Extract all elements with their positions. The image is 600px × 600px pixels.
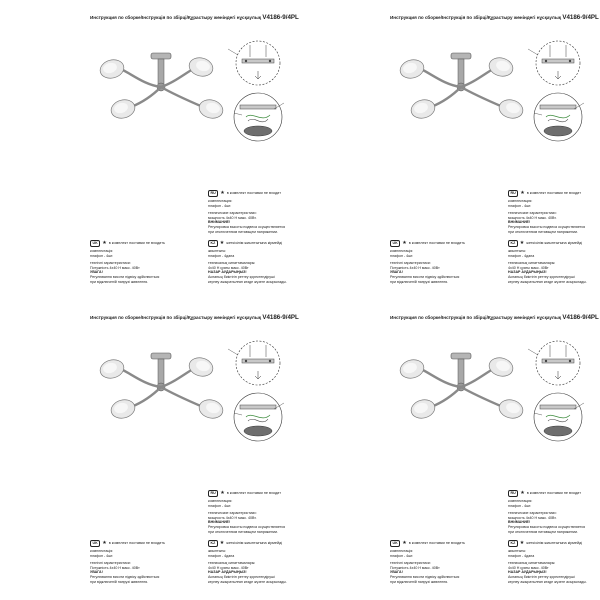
uk-line: комплектація:	[90, 549, 114, 553]
ru-spec: технические характеристики:	[508, 211, 557, 216]
kz-line: жиынтығы:	[508, 549, 527, 553]
mounting-details-drawing	[528, 335, 588, 455]
uk-line: плафон - 4шт.	[390, 553, 414, 558]
kz-line: жиынтығы:	[508, 249, 527, 253]
uk-warning-title: УВАГА!	[90, 270, 103, 275]
ru-heading: в комплект поставки не входит	[226, 191, 282, 196]
instruction-sheet	[300, 300, 600, 600]
uk-warning: Регулювання висоти підвісу здійснюється	[390, 274, 460, 279]
kz-line: плафон - 4дана	[508, 253, 535, 258]
star-icon: ★	[402, 540, 407, 546]
star-icon: ★	[102, 240, 107, 246]
kz-section	[208, 540, 296, 584]
ru-warning: Регулировка высоты подвеса осуществляется	[508, 224, 586, 229]
model-number: V4186-9/4PL	[262, 314, 299, 321]
mounting-details-drawing	[228, 35, 288, 155]
model-number: V4186-9/4PL	[562, 314, 599, 321]
title-text: Инструкция по сборке/Інструкція по збірці/Құрастыру жөніндегі нұсқаулық	[90, 315, 262, 320]
ru-warning: Регулировка высоты подвеса осуществляется	[208, 524, 286, 529]
uk-warning: Регулювання висоти підвісу здійснюється	[90, 574, 160, 579]
ru-spec: технические характеристики:	[508, 511, 557, 516]
kz-line: жиынтығы:	[208, 549, 227, 553]
sheet-title	[90, 314, 299, 321]
mounting-details-drawing	[528, 35, 588, 155]
star-icon: ★	[519, 240, 525, 246]
uk-section	[390, 240, 478, 284]
model-number: V4186-9/4PL	[562, 14, 599, 21]
kz-warning-title: НАЗАР АУДАРЫҢЫЗ!	[508, 570, 547, 575]
kz-heading: жеткізілім жиынтығына кірмейді	[226, 541, 283, 546]
ru-warning-title: ВНИМАНИЕ!	[208, 520, 231, 525]
uk-warning: при відключеній напрузі живлення.	[90, 579, 149, 584]
title-text: Инструкция по сборке/Інструкція по збірці/Құрастыру жөніндегі нұсқаулық	[390, 315, 562, 320]
star-icon: ★	[519, 540, 525, 546]
kz-section	[508, 240, 596, 284]
kz-warning: Аспаның биіктігін реттеу қоректендіруші	[208, 574, 275, 579]
model-number: V4186-9/4PL	[262, 14, 299, 21]
uk-section	[90, 240, 178, 284]
star-icon: ★	[402, 240, 407, 246]
kz-line: плафон - 4дана	[208, 553, 235, 558]
star-icon: ★	[520, 190, 525, 196]
ru-warning: при отключенном питающем напряжении.	[508, 229, 579, 234]
kz-warning-title: НАЗАР АУДАРЫҢЫЗ!	[208, 270, 247, 275]
mounting-details-drawing	[228, 335, 288, 455]
uk-spec: Потужність 4x40 Н макс. 40Вт	[390, 265, 440, 270]
kz-badge: KZ	[508, 540, 518, 547]
ru-warning-title: ВНИМАНИЕ!	[508, 520, 531, 525]
ru-heading: в комплект поставки не входит	[226, 491, 282, 496]
kz-warning: Аспаның биіктігін реттеу қоректендіруші	[508, 574, 575, 579]
kz-heading: жеткізілім жиынтығына кірмейді	[526, 241, 583, 246]
star-icon: ★	[102, 540, 107, 546]
kz-spec: 4x40 Н қуаты макс. 40Вт	[208, 265, 249, 270]
uk-warning: при відключеній напрузі живлення.	[90, 279, 149, 284]
ru-line: плафон - 4шт.	[208, 503, 232, 508]
kz-heading: жеткізілім жиынтығына кірмейді	[526, 541, 583, 546]
ru-line: комплектация:	[508, 199, 533, 203]
uk-heading: в комплект поставки не входить	[108, 241, 166, 246]
kz-warning: Аспаның биіктігін реттеу қоректендіруші	[208, 274, 275, 279]
kz-warning: кернеу ажыратылған кезде жүзеге асырылады.	[208, 579, 287, 584]
uk-line: плафон - 4шт.	[90, 553, 114, 558]
star-icon: ★	[220, 490, 225, 496]
ru-spec: мощность 4x40 Н макс. 40Вт.	[508, 515, 557, 520]
kz-line: жиынтығы:	[208, 249, 227, 253]
ru-line: комплектация:	[208, 499, 233, 503]
ru-spec: технические характеристики:	[208, 211, 257, 216]
ru-warning: Регулировка высоты подвеса осуществляется	[208, 224, 286, 229]
uk-heading: в комплект поставки не входить	[108, 541, 166, 546]
uk-badge: UK	[90, 540, 100, 547]
uk-warning-title: УВАГА!	[390, 570, 403, 575]
ru-badge: RU	[508, 190, 518, 197]
kz-warning: кернеу ажыратылған кезде жүзеге асырылады.	[508, 579, 587, 584]
ru-section	[508, 490, 596, 534]
kz-badge: KZ	[208, 540, 218, 547]
instruction-sheet	[300, 0, 600, 300]
uk-spec: Потужність 4x40 Н макс. 40Вт	[90, 265, 140, 270]
uk-badge: UK	[390, 240, 400, 247]
star-icon: ★	[219, 540, 225, 546]
ru-warning: при отключенном питающем напряжении.	[508, 529, 579, 534]
ru-badge: RU	[208, 490, 218, 497]
instruction-sheet	[0, 300, 300, 600]
kz-warning-title: НАЗАР АУДАРЫҢЫЗ!	[508, 270, 547, 275]
kz-badge: KZ	[208, 240, 218, 247]
ru-spec: мощность 4x40 Н макс. 40Вт.	[208, 215, 257, 220]
kz-section	[508, 540, 596, 584]
uk-warning: при відключеній напрузі живлення.	[390, 279, 449, 284]
chandelier-drawing	[395, 345, 535, 445]
uk-badge: UK	[390, 540, 400, 547]
chandelier-drawing	[95, 345, 235, 445]
uk-line: плафон - 4шт.	[390, 253, 414, 258]
uk-heading: в комплект поставки не входить	[408, 241, 466, 246]
sheet-title	[90, 14, 299, 21]
kz-spec: техникалық сипаттамалары:	[208, 261, 256, 266]
uk-heading: в комплект поставки не входить	[408, 541, 466, 546]
uk-warning-title: УВАГА!	[90, 570, 103, 575]
kz-spec: 4x40 Н қуаты макс. 40Вт	[508, 565, 549, 570]
kz-warning: кернеу ажыратылған кезде жүзеге асырылады.	[208, 279, 287, 284]
uk-line: комплектація:	[390, 549, 414, 553]
ru-line: комплектация:	[508, 499, 533, 503]
ru-spec: мощность 4x40 Н макс. 40Вт.	[508, 215, 557, 220]
ru-badge: RU	[208, 190, 218, 197]
uk-warning: Регулювання висоти підвісу здійснюється	[90, 274, 160, 279]
uk-line: плафон - 4шт.	[90, 253, 114, 258]
ru-badge: RU	[508, 490, 518, 497]
kz-line: плафон - 4дана	[208, 253, 235, 258]
ru-section	[208, 490, 296, 534]
uk-spec: технічні характеристики:	[390, 561, 431, 566]
ru-section	[508, 190, 596, 234]
uk-spec: технічні характеристики:	[90, 261, 131, 266]
ru-warning: при отключенном питающем напряжении.	[208, 529, 279, 534]
uk-section	[90, 540, 178, 584]
uk-spec: Потужність 4x40 Н макс. 40Вт	[90, 565, 140, 570]
ru-line: плафон - 4шт.	[208, 203, 232, 208]
ru-warning: Регулировка высоты подвеса осуществляется	[508, 524, 586, 529]
uk-warning: при відключеній напрузі живлення.	[390, 579, 449, 584]
uk-section	[390, 540, 478, 584]
uk-spec: технічні характеристики:	[390, 261, 431, 266]
kz-spec: 4x40 Н қуаты макс. 40Вт	[208, 565, 249, 570]
star-icon: ★	[220, 190, 225, 196]
uk-spec: технічні характеристики:	[90, 561, 131, 566]
kz-spec: техникалық сипаттамалары:	[508, 261, 556, 266]
ru-line: плафон - 4шт.	[508, 503, 532, 508]
ru-line: плафон - 4шт.	[508, 203, 532, 208]
uk-badge: UK	[90, 240, 100, 247]
ru-line: комплектация:	[208, 199, 233, 203]
star-icon: ★	[219, 240, 225, 246]
kz-warning-title: НАЗАР АУДАРЫҢЫЗ!	[208, 570, 247, 575]
chandelier-drawing	[395, 45, 535, 145]
kz-warning: Аспаның биіктігін реттеу қоректендіруші	[508, 274, 575, 279]
uk-warning: Регулювання висоти підвісу здійснюється	[390, 574, 460, 579]
uk-warning-title: УВАГА!	[390, 270, 403, 275]
kz-spec: техникалық сипаттамалары:	[208, 561, 256, 566]
chandelier-drawing	[95, 45, 235, 145]
uk-line: комплектація:	[90, 249, 114, 253]
title-text: Инструкция по сборке/Інструкція по збірці/Құрастыру жөніндегі нұсқаулық	[90, 15, 262, 20]
ru-warning-title: ВНИМАНИЕ!	[508, 220, 531, 225]
kz-warning: кернеу ажыратылған кезде жүзеге асырылады.	[508, 279, 587, 284]
kz-badge: KZ	[508, 240, 518, 247]
ru-heading: в комплект поставки не входит	[526, 491, 582, 496]
ru-spec: мощность 4x40 Н макс. 40Вт.	[208, 515, 257, 520]
ru-warning: при отключенном питающем напряжении.	[208, 229, 279, 234]
kz-spec: техникалық сипаттамалары:	[508, 561, 556, 566]
ru-warning-title: ВНИМАНИЕ!	[208, 220, 231, 225]
kz-line: плафон - 4дана	[508, 553, 535, 558]
title-text: Инструкция по сборке/Інструкція по збірці/Құрастыру жөніндегі нұсқаулық	[390, 15, 562, 20]
star-icon: ★	[520, 490, 525, 496]
sheet-title	[390, 14, 599, 21]
kz-heading: жеткізілім жиынтығына кірмейді	[226, 241, 283, 246]
kz-spec: 4x40 Н қуаты макс. 40Вт	[508, 265, 549, 270]
instruction-sheet	[0, 0, 300, 300]
uk-line: комплектація:	[390, 249, 414, 253]
ru-section	[208, 190, 296, 234]
ru-heading: в комплект поставки не входит	[526, 191, 582, 196]
sheet-title	[390, 314, 599, 321]
kz-section	[208, 240, 296, 284]
uk-spec: Потужність 4x40 Н макс. 40Вт	[390, 565, 440, 570]
ru-spec: технические характеристики:	[208, 511, 257, 516]
